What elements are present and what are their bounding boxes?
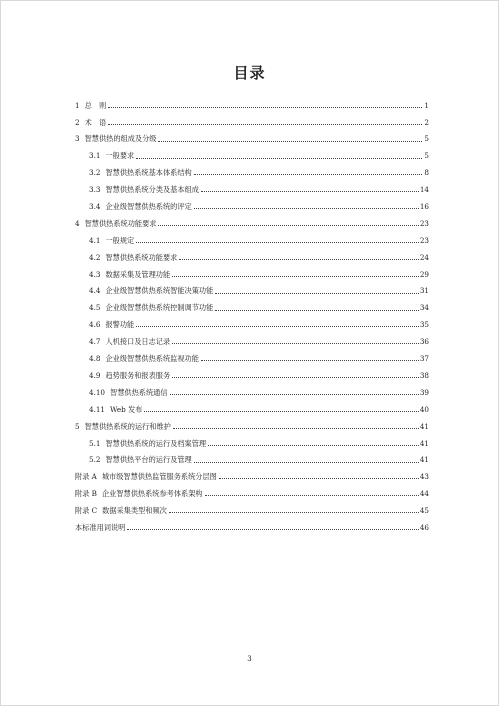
toc-entry-label: 智慧供热系统功能要求 bbox=[105, 252, 178, 262]
toc-entry[interactable] bbox=[75, 362, 429, 379]
toc-entry[interactable] bbox=[75, 379, 429, 396]
table-of-contents bbox=[75, 92, 429, 531]
toc-entry-label: 城市级智慧供热监管服务系统分层图 bbox=[101, 472, 217, 482]
toc-entry[interactable] bbox=[75, 244, 429, 261]
toc-entry-page: 38 bbox=[419, 370, 429, 380]
toc-entry-label: 总 则 bbox=[84, 100, 107, 110]
toc-leader-dots bbox=[136, 326, 419, 327]
toc-entry-page: 39 bbox=[419, 387, 429, 397]
toc-entry-number: 附录 B bbox=[75, 489, 97, 499]
toc-entry[interactable] bbox=[75, 143, 429, 160]
toc-entry-label: 企业级智慧供热系统控制调节功能 bbox=[105, 303, 214, 313]
toc-leader-dots bbox=[158, 225, 418, 226]
toc-entry-page: 24 bbox=[419, 252, 429, 262]
toc-entry-number: 4.3 bbox=[89, 269, 101, 279]
toc-entry-label: 报警功能 bbox=[105, 320, 135, 330]
toc-entry-page: 8 bbox=[424, 168, 429, 178]
toc-entry-number: 4.8 bbox=[89, 354, 101, 364]
toc-leader-dots bbox=[179, 259, 419, 260]
toc-entry-label: 人机接口及日志记录 bbox=[105, 337, 171, 347]
toc-entry-label: 智慧供热系统基本体系结构 bbox=[105, 168, 192, 178]
toc-entry-number: 5 bbox=[75, 421, 80, 431]
toc-entry-page: 23 bbox=[419, 218, 429, 228]
toc-entry-page: 29 bbox=[419, 269, 429, 279]
toc-entry-label: 智慧供热系统的运行和维护 bbox=[84, 421, 171, 431]
toc-entry-number: 5.1 bbox=[89, 438, 101, 448]
toc-entry-number: 3.3 bbox=[89, 185, 101, 195]
toc-entry-label: 企业级智慧供热系统的评定 bbox=[105, 202, 192, 212]
toc-entry[interactable] bbox=[75, 514, 429, 531]
toc-entry[interactable] bbox=[75, 312, 429, 329]
toc-entry-page: 14 bbox=[419, 185, 429, 195]
toc-leader-dots bbox=[144, 411, 419, 412]
toc-entry-number: 3.4 bbox=[89, 202, 101, 212]
toc-entry-number: 3 bbox=[75, 134, 80, 144]
toc-entry[interactable] bbox=[75, 193, 429, 210]
toc-leader-dots bbox=[170, 394, 419, 395]
toc-entry-number: 3.1 bbox=[89, 151, 101, 161]
toc-entry-page: 23 bbox=[419, 235, 429, 245]
toc-entry[interactable] bbox=[75, 345, 429, 362]
toc-entry[interactable] bbox=[75, 430, 429, 447]
toc-entry[interactable] bbox=[75, 176, 429, 193]
toc-entry-label: 数据采集及管理功能 bbox=[105, 269, 171, 279]
toc-entry-number: 1 bbox=[75, 100, 80, 110]
toc-entry-page: 45 bbox=[419, 506, 429, 516]
toc-entry-label: 一般规定 bbox=[105, 235, 135, 245]
toc-entry[interactable] bbox=[75, 447, 429, 464]
toc-entry[interactable] bbox=[75, 261, 429, 278]
toc-leader-dots bbox=[173, 428, 419, 429]
toc-entry-label: 智慧供热系统功能要求 bbox=[84, 218, 157, 228]
toc-leader-dots bbox=[194, 208, 419, 209]
toc-entry-page: 31 bbox=[419, 286, 429, 296]
toc-entry[interactable] bbox=[75, 160, 429, 177]
toc-entry-number: 4.4 bbox=[89, 286, 101, 296]
toc-entry-label: 智慧供热系统分类及基本组成 bbox=[105, 185, 199, 195]
toc-entry-page: 41 bbox=[419, 455, 429, 465]
toc-leader-dots bbox=[194, 462, 419, 463]
toc-leader-dots bbox=[201, 191, 419, 192]
toc-entry-page: 37 bbox=[419, 354, 429, 364]
toc-leader-dots bbox=[215, 293, 419, 294]
toc-leader-dots bbox=[205, 495, 419, 496]
toc-entry-number: 3.2 bbox=[89, 168, 101, 178]
toc-entry-page: 41 bbox=[419, 421, 429, 431]
toc-leader-dots bbox=[158, 141, 422, 142]
toc-entry-page: 1 bbox=[424, 100, 429, 110]
toc-entry-number: 4.9 bbox=[89, 370, 101, 380]
toc-entry-label: 智慧供热平台的运行及管理 bbox=[105, 455, 192, 465]
toc-leader-dots bbox=[136, 158, 422, 159]
toc-entry[interactable] bbox=[75, 295, 429, 312]
toc-entry-label: 企业级智慧供热系统监视功能 bbox=[105, 354, 199, 364]
toc-leader-dots bbox=[108, 124, 422, 125]
toc-entry[interactable] bbox=[75, 464, 429, 481]
toc-leader-dots bbox=[172, 343, 419, 344]
toc-entry-number: 4.5 bbox=[89, 303, 101, 313]
toc-entry-number: 附录 C bbox=[75, 506, 98, 516]
toc-entry[interactable] bbox=[75, 126, 429, 143]
toc-entry-number: 4.2 bbox=[89, 252, 101, 262]
toc-entry-number: 4.7 bbox=[89, 337, 101, 347]
toc-entry-page: 40 bbox=[419, 404, 429, 414]
toc-entry[interactable] bbox=[75, 480, 429, 497]
toc-leader-dots bbox=[208, 445, 419, 446]
toc-entry-label: 术 语 bbox=[84, 117, 107, 127]
toc-entry-page: 35 bbox=[419, 320, 429, 330]
toc-entry[interactable] bbox=[75, 497, 429, 514]
toc-leader-dots bbox=[172, 377, 419, 378]
toc-entry-number: 4.10 bbox=[89, 387, 106, 397]
toc-entry[interactable] bbox=[75, 109, 429, 126]
toc-entry-number: 2 bbox=[75, 117, 80, 127]
toc-entry[interactable] bbox=[75, 413, 429, 430]
toc-entry-page: 41 bbox=[419, 438, 429, 448]
toc-entry-label: 企业级智慧供热系统智能决策功能 bbox=[105, 286, 214, 296]
toc-entry-page: 5 bbox=[424, 151, 429, 161]
toc-entry-number: 4.6 bbox=[89, 320, 101, 330]
toc-leader-dots bbox=[219, 478, 419, 479]
toc-entry-page: 16 bbox=[419, 202, 429, 212]
toc-entry-label: 本标准用词说明 bbox=[75, 522, 126, 532]
toc-entry-label: 智慧供热的组成及分级 bbox=[84, 134, 157, 144]
toc-entry[interactable] bbox=[75, 210, 429, 227]
toc-entry-label: 智慧供热系统通信 bbox=[110, 387, 168, 397]
toc-entry-number: 4.11 bbox=[89, 404, 106, 414]
toc-entry-page: 36 bbox=[419, 337, 429, 347]
toc-entry[interactable] bbox=[75, 396, 429, 413]
page-number: 3 bbox=[247, 655, 252, 663]
toc-entry-page: 44 bbox=[419, 489, 429, 499]
toc-leader-dots bbox=[194, 174, 422, 175]
toc-title: 目录 bbox=[233, 64, 266, 82]
toc-entry-page: 34 bbox=[419, 303, 429, 313]
toc-entry-label: 数据采集类型和频次 bbox=[102, 506, 167, 516]
toc-entry-number: 4.1 bbox=[89, 235, 101, 245]
toc-entry[interactable] bbox=[75, 227, 429, 244]
toc-leader-dots bbox=[172, 276, 419, 277]
toc-entry-page: 43 bbox=[419, 472, 429, 482]
toc-entry-number: 5.2 bbox=[89, 455, 101, 465]
toc-leader-dots bbox=[201, 360, 419, 361]
toc-entry[interactable] bbox=[75, 278, 429, 295]
toc-entry[interactable] bbox=[75, 328, 429, 345]
toc-entry-number: 4 bbox=[75, 218, 80, 228]
toc-leader-dots bbox=[136, 242, 419, 243]
toc-leader-dots bbox=[127, 529, 419, 530]
toc-entry-label: 趋势服务和报表服务 bbox=[105, 370, 171, 380]
toc-leader-dots bbox=[108, 107, 422, 108]
toc-leader-dots bbox=[169, 512, 419, 513]
toc-entry-page: 46 bbox=[419, 522, 429, 532]
toc-entry-page: 5 bbox=[424, 134, 429, 144]
toc-entry-label: 企业智慧供热系统参考体系架构 bbox=[101, 489, 203, 499]
toc-entry-label: Web 发布 bbox=[110, 404, 143, 414]
toc-entry-label: 智慧供热系统的运行及档案管理 bbox=[105, 438, 207, 448]
toc-entry-number: 附录 A bbox=[75, 472, 97, 482]
toc-entry-page: 2 bbox=[424, 117, 429, 127]
toc-leader-dots bbox=[215, 310, 419, 311]
toc-entry[interactable] bbox=[75, 92, 429, 109]
toc-entry-label: 一般要求 bbox=[105, 151, 135, 161]
